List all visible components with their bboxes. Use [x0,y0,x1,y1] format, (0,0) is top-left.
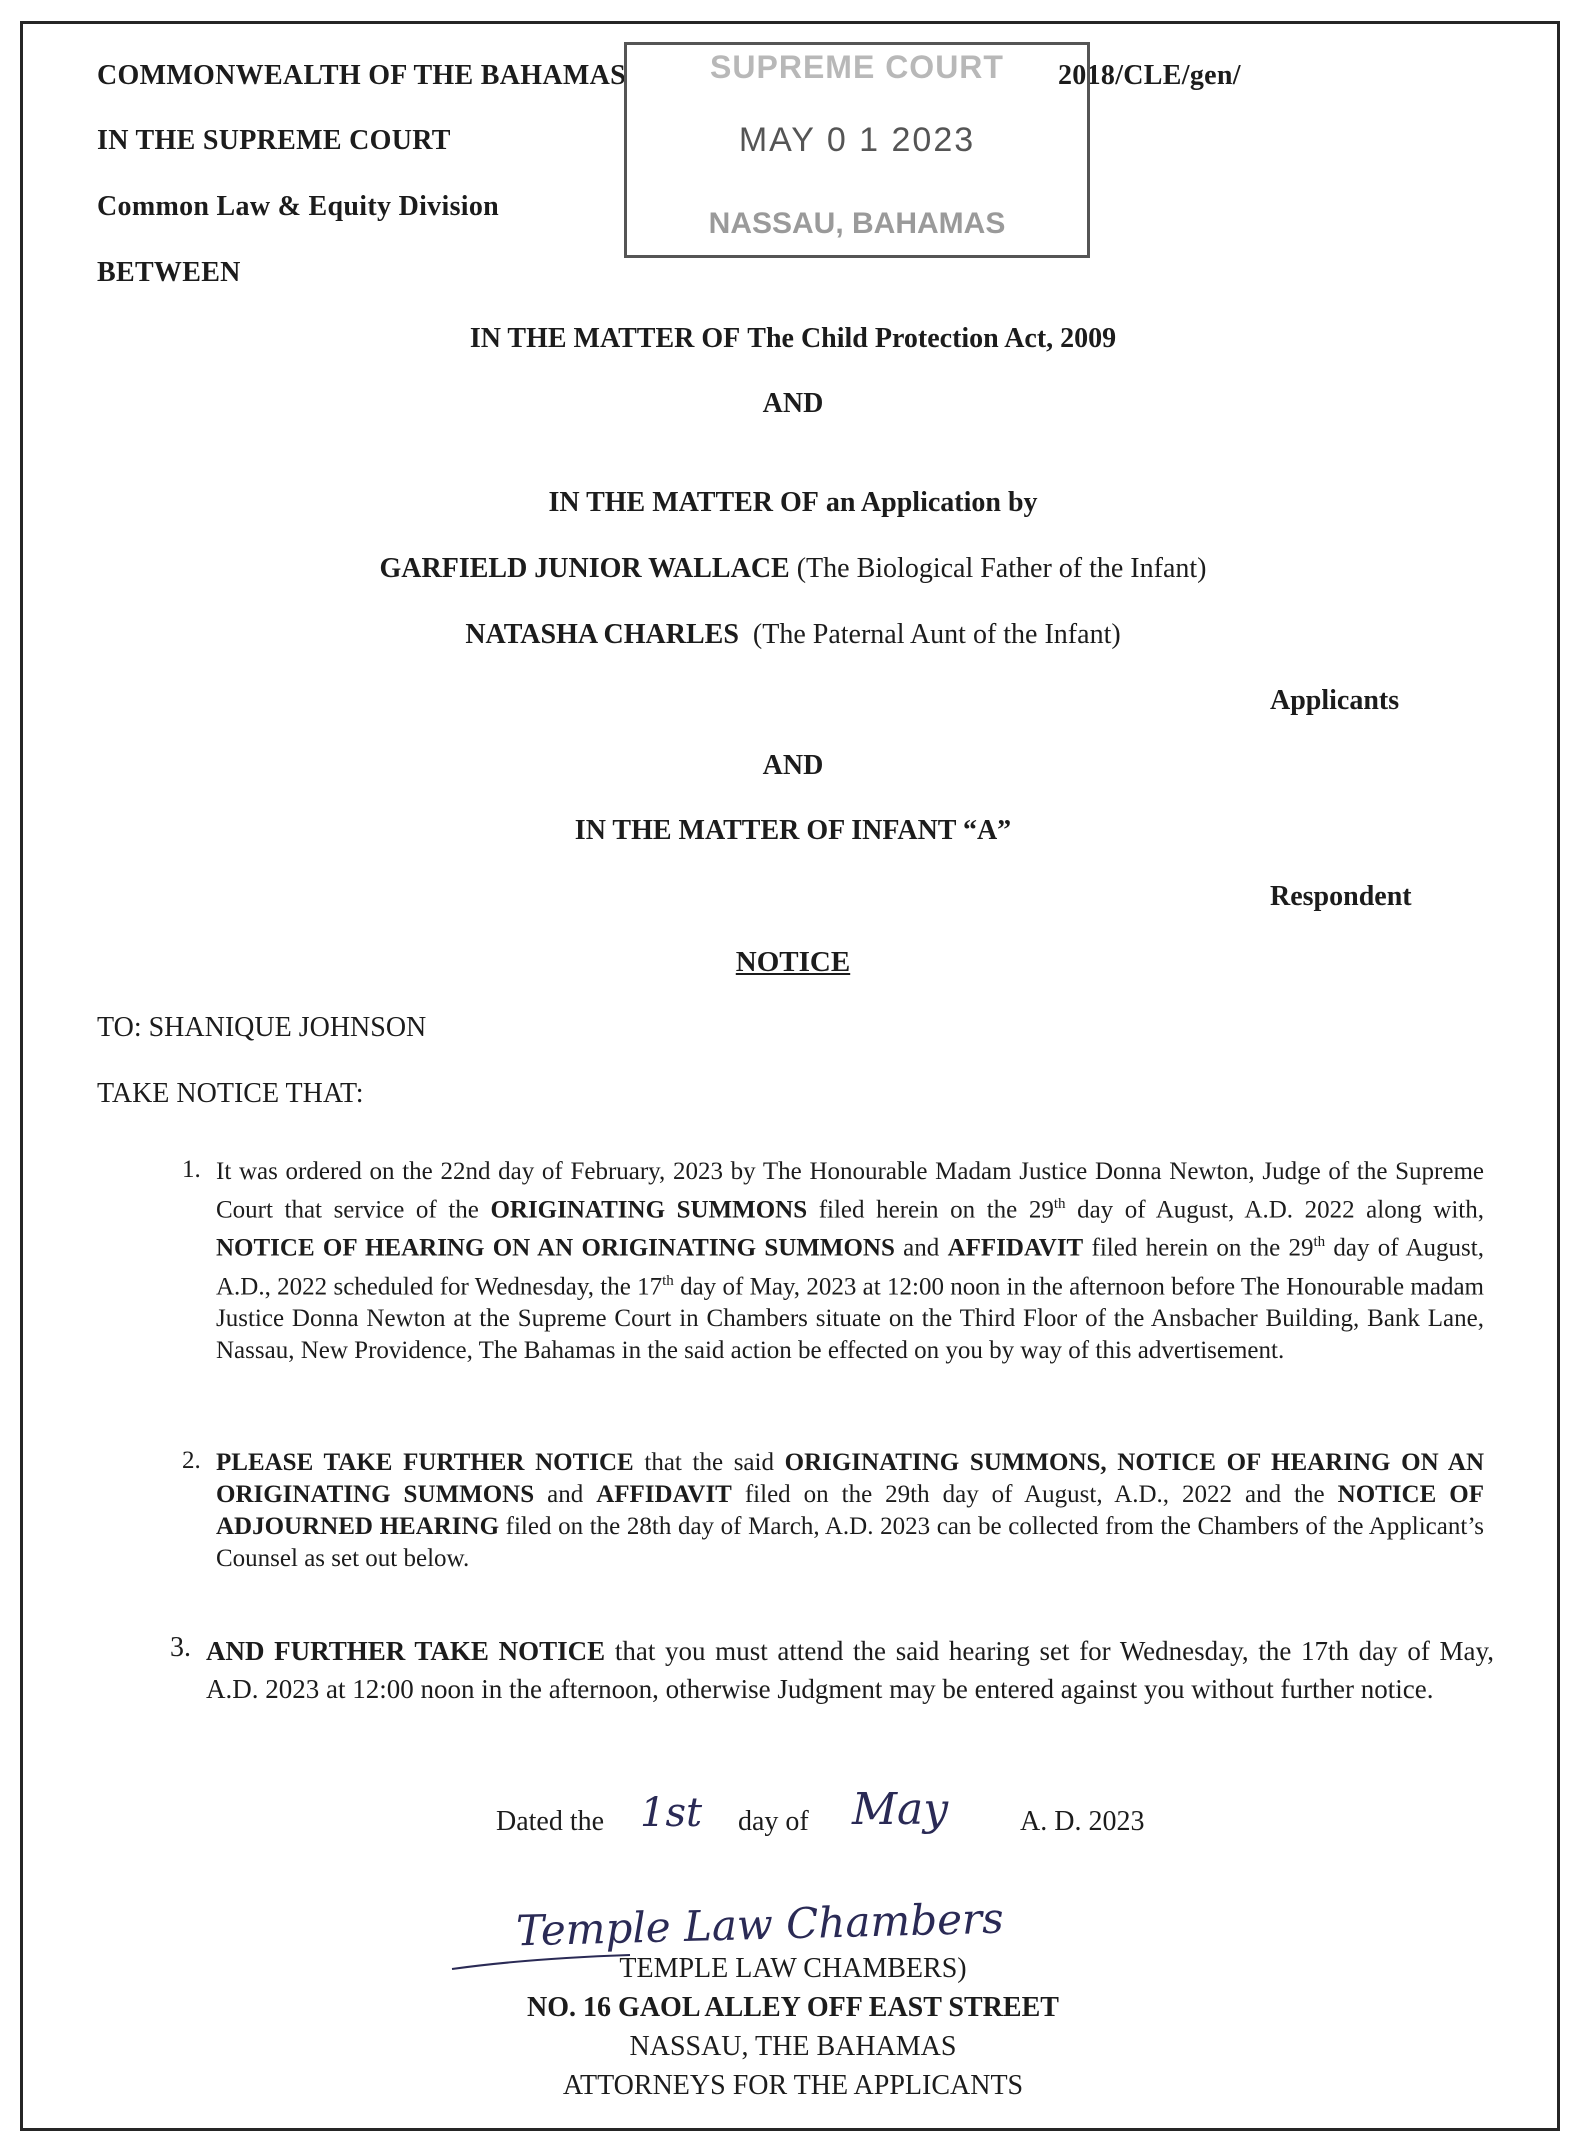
signature-handwritten: Temple Law Chambers [515,1893,1005,1956]
stamp-date: MAY 0 1 2023 [738,121,976,159]
paragraph-1-number: 1. [182,1156,201,1183]
applicant-2: NATASHA CHARLES (The Paternal Aunt of the Infant) [465,619,1121,650]
applicants-label: Applicants [1270,685,1400,716]
signature-address: NO. 16 GAOL ALLEY OFF EAST STREET [527,1992,1059,2023]
stamp-court: SUPREME COURT [710,49,1004,85]
and-separator-1: AND [762,388,824,419]
paragraph-2: PLEASE TAKE FURTHER NOTICE that the said ORIGINATING SUMMONS, NOTICE OF HEARING ON AN ORIGINATING SUMMONS and AFFIDAVIT filed on the 29th day of August, A.D., 2022 and the NOTICE OF ADJOURNED HEARING filed on the 28th day of March, A.D. 2023 can be collected from the Chambers of the Applicant’s Counsel as set out below. [216,1449,1485,1572]
division-heading: Common Law & Equity Division [97,191,500,222]
and-separator-2: AND [762,750,824,781]
notice-heading: NOTICE [735,946,851,978]
notice-recipient: TO: SHANIQUE JOHNSON [97,1012,427,1043]
signature-role: ATTORNEYS FOR THE APPLICANTS [562,2070,1024,2101]
dated-day-handwritten: 1st [640,1790,703,1836]
commonwealth-heading: COMMONWEALTH OF THE BAHAMAS [97,60,626,91]
between-label: BETWEEN [97,257,241,288]
matter-application: IN THE MATTER OF an Application by [548,487,1038,518]
take-notice-intro: TAKE NOTICE THAT: [97,1078,364,1109]
applicant-1: GARFIELD JUNIOR WALLACE (The Biological Father of the Infant) [379,553,1207,584]
dated-prefix: Dated the [496,1806,605,1837]
matter-infant: IN THE MATTER OF INFANT “A” [574,815,1012,846]
dated-middle: day of [738,1806,809,1837]
dated-month-handwritten: May [852,1784,949,1835]
paragraph-1: It was ordered on the 22nd day of February, 2023 by The Honourable Madam Justice Donna Newton, Judge of the Supreme Court that service of the ORIGINATING SUMMONS filed herein on the 29th day of August, A.D. 2022 along with, NOTICE OF HEARING ON AN ORIGINATING SUMMONS and AFFIDAVIT filed herein on the 29th day of August, A.D., 2022 scheduled for Wednesday, the 17th day of May, 2023 at 12:00 noon in the afternoon before The Honourable madam Justice Donna Newton at the Supreme Court in Chambers situate on the Third Floor of the Ansbacher Building, Bank Lane, Nassau, New Providence, The Bahamas in the said action be effected on you by way of this advertisement. [216,1158,1484,1364]
paragraph-2-number: 2. [182,1447,201,1474]
signature-firm: TEMPLE LAW CHAMBERS) [619,1953,967,1984]
court-heading: IN THE SUPREME COURT [97,125,451,156]
respondent-label: Respondent [1270,881,1412,912]
signature-city: NASSAU, THE BAHAMAS [629,2031,957,2062]
dated-suffix: A. D. 2023 [1020,1806,1145,1837]
case-number: 2018/CLE/gen/ [1058,60,1241,91]
paragraph-3: AND FURTHER TAKE NOTICE that you must attend the said hearing set for Wednesday, the 17th day of May, A.D. 2023 at 12:00 noon in the afternoon, otherwise Judgment may be entered against you without further notice. [206,1636,1494,1704]
matter-child-protection: IN THE MATTER OF The Child Protection Act, 2009 [469,323,1117,354]
paragraph-3-number: 3. [170,1632,191,1663]
stamp-place: NASSAU, BAHAMAS [708,207,1006,240]
court-filing-stamp [624,42,1090,258]
